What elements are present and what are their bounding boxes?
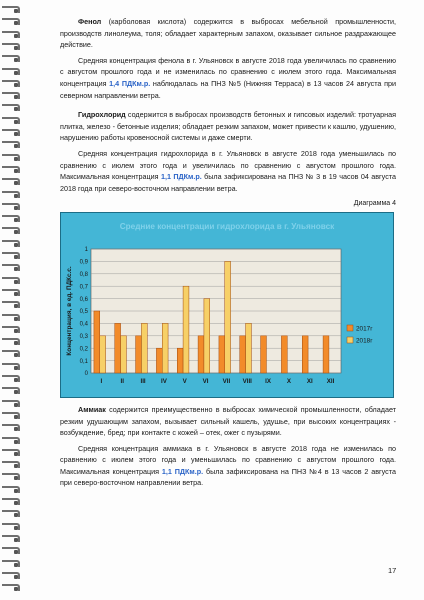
y-axis-label: Концентрация, в ед. ПДКс.с. xyxy=(66,266,73,356)
bar-2017 xyxy=(136,336,142,373)
bar-2018 xyxy=(204,299,210,373)
binding-hole xyxy=(14,120,18,124)
bar-2018 xyxy=(121,336,127,373)
bar-2017 xyxy=(302,336,308,373)
binding-hole xyxy=(14,21,18,25)
paragraph-ammonia-description xyxy=(60,404,396,439)
y-tick-label: 0,9 xyxy=(79,259,88,266)
bar-2017 xyxy=(281,336,287,373)
x-tick-label: IV xyxy=(160,377,167,385)
binding-hole xyxy=(14,575,18,579)
y-tick-label: 0,3 xyxy=(79,333,88,340)
binding-hole xyxy=(14,9,18,13)
binding-hole xyxy=(14,132,18,136)
binding-hole xyxy=(14,501,18,505)
binding-hole xyxy=(14,563,18,567)
y-tick-label: 1 xyxy=(84,247,88,254)
paragraph-ammonia-concentration xyxy=(60,443,396,489)
bar-2017 xyxy=(115,323,121,373)
binding-hole xyxy=(14,194,18,198)
highlight-value: 1,4 ПДКм.р. xyxy=(109,78,151,88)
term-phenol: Фенол xyxy=(78,17,102,26)
binding-hole xyxy=(14,280,18,284)
bar-2017 xyxy=(177,348,183,373)
text-span: была зафиксирована на ПНЗ №4 в 13 часов 2 августа при северо-восточном направлении ветра. xyxy=(60,466,396,488)
page-content xyxy=(60,16,396,493)
text-span: Средняя концентрация гидрохлорида в г. Ульяновск в августе 2018 года уменьшилась по сравнению с июлем этого года и увеличилась по сравнению с августом прошлого года. Максимальная концентрация xyxy=(60,148,396,182)
bar-2017 xyxy=(198,336,204,373)
binding-hole xyxy=(14,304,18,308)
binding-hole xyxy=(14,513,18,517)
spiral-binding xyxy=(0,0,22,600)
binding-hole xyxy=(14,144,18,148)
binding-hole xyxy=(14,83,18,87)
binding-hole xyxy=(14,243,18,247)
diagram-label: Диаграмма 4 xyxy=(353,200,396,208)
binding-hole xyxy=(14,58,18,62)
x-tick-label: II xyxy=(120,377,124,385)
paragraph-hcl-concentration xyxy=(60,148,396,194)
legend-swatch xyxy=(347,337,353,343)
legend-swatch xyxy=(347,325,353,331)
text-span: содержится преимущественно в выбросах химической промышленности, обладает резким удушающим запахом, вызывает сильный кашель, удушье, при высоких концентрациях - возбуждение, бред; при контакте с кожей – отек, ожег с пузырями. xyxy=(60,404,396,438)
text-span: (карболовая кислота) содержится в выбросах мебельной промышленности, производств линолеума, толя; обладает характерным запахом, оказывает сильное раздражающее действие. xyxy=(60,17,396,50)
binding-hole xyxy=(14,550,18,554)
x-tick-label: XII xyxy=(326,377,335,385)
chart-container xyxy=(60,212,394,398)
y-tick-label: 0,6 xyxy=(79,296,88,303)
binding-hole xyxy=(14,489,18,493)
binding-hole xyxy=(14,440,18,444)
y-tick-label: 0,1 xyxy=(79,358,88,365)
y-tick-label: 0 xyxy=(84,371,88,378)
binding-hole xyxy=(14,71,18,75)
term-ammonia: Аммиак xyxy=(78,404,106,414)
legend-label: 2017г xyxy=(356,325,373,333)
chart-title: Средние концентрации гидрохлорида в г. Ульяновск xyxy=(119,221,335,231)
text-span: Средняя концентрация фенола в г. Ульяновск в августе 2018 года увеличилась по сравнению с августом прошлого года и не изменилась по сравнению с июлем этого года. Максимальная концентрация xyxy=(60,55,396,88)
binding-hole xyxy=(14,255,18,259)
bar-2018 xyxy=(183,286,189,373)
binding-hole xyxy=(14,317,18,321)
highlight-value: 1,1 ПДКм.р. xyxy=(161,466,204,476)
text-span: содержится в выбросах производств бетонных и гипсовых изделий: тротуарная плитка, железо - бетонные изделия; обладает резким запахом, может привести к кашлю, удушению, нарушению работы кровеносной системы и даже смерти. xyxy=(60,110,396,143)
bar-2017 xyxy=(156,348,162,373)
binding-hole xyxy=(14,587,18,591)
bar-2017 xyxy=(240,336,246,373)
x-tick-label: VIII xyxy=(242,377,252,385)
x-tick-label: VI xyxy=(202,377,209,385)
binding-hole xyxy=(14,218,18,222)
y-tick-label: 0,2 xyxy=(79,346,88,353)
y-tick-label: 0,7 xyxy=(79,284,88,291)
binding-hole xyxy=(14,403,18,407)
bar-2018 xyxy=(100,336,106,373)
binding-hole xyxy=(14,95,18,99)
binding-hole xyxy=(14,538,18,542)
binding-hole xyxy=(14,292,18,296)
binding-hole xyxy=(14,46,18,50)
text-span: была зафиксирована на ПНЗ № 3 в 19 часов 04 августа 2018 года при северо-восточном направлении ветра. xyxy=(60,172,396,193)
y-tick-label: 0,8 xyxy=(79,271,88,278)
text-span: наблюдалась на ПНЗ №5 (Нижняя Терраса) в 13 часов 24 августа при северном направлении ветра. xyxy=(60,78,396,100)
binding-hole xyxy=(14,230,18,234)
x-tick-label: IX xyxy=(265,377,272,385)
bar-2018 xyxy=(162,323,168,373)
binding-hole xyxy=(14,464,18,468)
binding-hole xyxy=(14,415,18,419)
binding-hole xyxy=(14,181,18,185)
binding-hole xyxy=(14,157,18,161)
x-tick-label: I xyxy=(100,377,103,385)
binding-hole xyxy=(14,378,18,382)
bar-2018 xyxy=(141,323,147,373)
binding-hole xyxy=(14,353,18,357)
x-tick-label: XI xyxy=(306,377,313,385)
bar-chart xyxy=(61,213,393,397)
text-span: Средняя концентрация аммиака в г. Ульяновск в августе 2018 года не изменилась по сравнению с июлем этого года и уменьшилась по сравнению с августом прошлого года. Максимальная концентрация xyxy=(60,443,396,476)
binding-hole xyxy=(14,329,18,333)
binding-hole xyxy=(14,267,18,271)
binding-hole xyxy=(14,452,18,456)
page-number: 17 xyxy=(388,566,397,575)
binding-hole xyxy=(14,107,18,111)
binding-hole xyxy=(14,427,18,431)
bar-2018 xyxy=(225,261,231,373)
bar-2017 xyxy=(94,311,100,373)
binding-hole xyxy=(14,476,18,480)
x-tick-label: VII xyxy=(222,377,231,385)
x-tick-label: III xyxy=(140,377,146,385)
x-tick-label: X xyxy=(286,377,291,385)
binding-hole xyxy=(14,169,18,173)
legend-label: 2018г xyxy=(356,337,373,345)
bar-2017 xyxy=(219,336,225,373)
paragraph-hcl-description xyxy=(60,109,396,144)
highlight-value: 1,1 ПДКм.р. xyxy=(160,172,202,182)
binding-hole xyxy=(14,34,18,38)
binding-hole xyxy=(14,390,18,394)
binding-hole xyxy=(14,206,18,210)
binding-hole xyxy=(14,526,18,530)
binding-hole xyxy=(14,366,18,370)
bar-2017 xyxy=(323,336,329,373)
paragraph-phenol-concentration xyxy=(60,55,396,101)
x-tick-label: V xyxy=(182,377,187,385)
bar-2017 xyxy=(261,336,267,373)
y-tick-label: 0,5 xyxy=(79,309,88,316)
term-hydrochloride: Гидрохлорид xyxy=(78,110,126,120)
paragraph-phenol-description xyxy=(60,16,396,51)
binding-hole xyxy=(14,341,18,345)
bar-2018 xyxy=(246,323,252,373)
y-tick-label: 0,4 xyxy=(79,321,88,328)
